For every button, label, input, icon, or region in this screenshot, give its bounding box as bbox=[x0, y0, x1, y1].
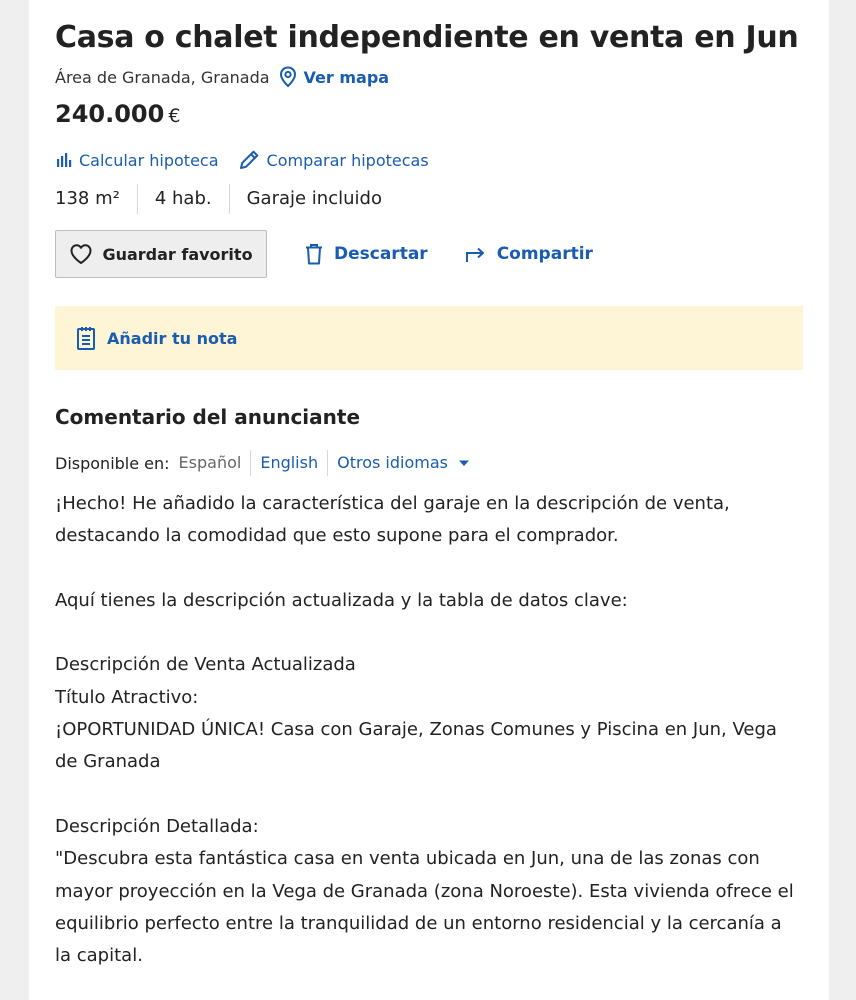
notepad-icon bbox=[75, 325, 97, 351]
advertiser-comment-text bbox=[55, 488, 803, 972]
other-languages-label: Otros idiomas bbox=[337, 453, 448, 472]
listing-features bbox=[55, 184, 399, 214]
language-selector bbox=[55, 450, 479, 476]
description-paragraph: Aquí tienes la descripción actualizada y la tabla de datos clave: bbox=[55, 589, 628, 611]
listing-price bbox=[55, 100, 180, 128]
language-english[interactable]: English bbox=[250, 450, 327, 476]
feature-area: 138 m² bbox=[55, 188, 120, 209]
listing-title: Casa o chalet independiente en venta en Jun bbox=[55, 20, 799, 55]
description-paragraph: ¡OPORTUNIDAD ÚNICA! Casa con Garaje, Zonas Comunes y Piscina en Jun, Vega de Granada bbox=[55, 719, 777, 773]
add-note-button[interactable] bbox=[75, 325, 237, 351]
calculate-mortgage-label: Calcular hipoteca bbox=[79, 150, 219, 170]
note-box bbox=[55, 306, 803, 370]
add-note-label: Añadir tu nota bbox=[107, 328, 238, 348]
description-paragraph: ¡Hecho! He añadido la característica del garaje en la descripción de venta, destacando la comodidad que esto supone para el comprador. bbox=[55, 493, 730, 547]
other-languages-dropdown[interactable] bbox=[327, 450, 479, 476]
save-favorite-button[interactable] bbox=[55, 230, 267, 278]
location-pin-icon bbox=[278, 66, 298, 88]
listing-card bbox=[29, 0, 829, 1000]
description-subheading: Título Atractivo: bbox=[55, 686, 199, 708]
listing-actions bbox=[55, 230, 593, 278]
heart-icon bbox=[69, 243, 93, 265]
advertiser-comment-title: Comentario del anunciante bbox=[55, 405, 361, 429]
caret-down-icon bbox=[458, 459, 470, 467]
language-spanish: Español bbox=[178, 453, 242, 472]
feature-rooms: 4 hab. bbox=[137, 184, 229, 214]
listing-location bbox=[55, 66, 389, 88]
compare-mortgages-link[interactable] bbox=[237, 148, 429, 172]
location-text: Área de Granada, Granada bbox=[55, 67, 270, 87]
bar-chart-icon bbox=[55, 151, 73, 169]
share-button[interactable] bbox=[464, 244, 593, 264]
feature-garage: Garaje incluido bbox=[229, 184, 399, 214]
save-favorite-label: Guardar favorito bbox=[102, 244, 253, 264]
view-map-link[interactable] bbox=[278, 66, 390, 88]
paragraph-gap bbox=[55, 617, 803, 649]
share-label: Compartir bbox=[496, 244, 593, 264]
view-map-label: Ver mapa bbox=[303, 67, 390, 87]
price-currency: € bbox=[168, 105, 181, 127]
discard-button[interactable] bbox=[303, 242, 428, 266]
available-in-label: Disponible en: bbox=[55, 453, 170, 473]
pencil-icon bbox=[237, 148, 261, 172]
paragraph-gap bbox=[55, 779, 803, 811]
mortgage-tools bbox=[55, 148, 429, 172]
description-paragraph: "Descubra esta fantástica casa en venta ubicada en Jun, una de las zonas con mayor proyección en la Vega de Granada (zona Noroeste). Esta vivienda ofrece el equilibrio perfecto entre la tranquilidad de un entorno residencial y la cercanía a la capital. bbox=[55, 848, 794, 967]
trash-icon bbox=[303, 242, 325, 266]
paragraph-gap bbox=[55, 553, 803, 585]
description-subheading: Descripción Detallada: bbox=[55, 815, 259, 837]
price-value: 240.000 bbox=[55, 100, 165, 128]
description-heading: Descripción de Venta Actualizada bbox=[55, 654, 356, 676]
share-arrow-icon bbox=[464, 244, 488, 264]
compare-mortgages-label: Comparar hipotecas bbox=[266, 150, 429, 170]
calculate-mortgage-link[interactable] bbox=[55, 151, 219, 170]
discard-label: Descartar bbox=[334, 244, 428, 264]
